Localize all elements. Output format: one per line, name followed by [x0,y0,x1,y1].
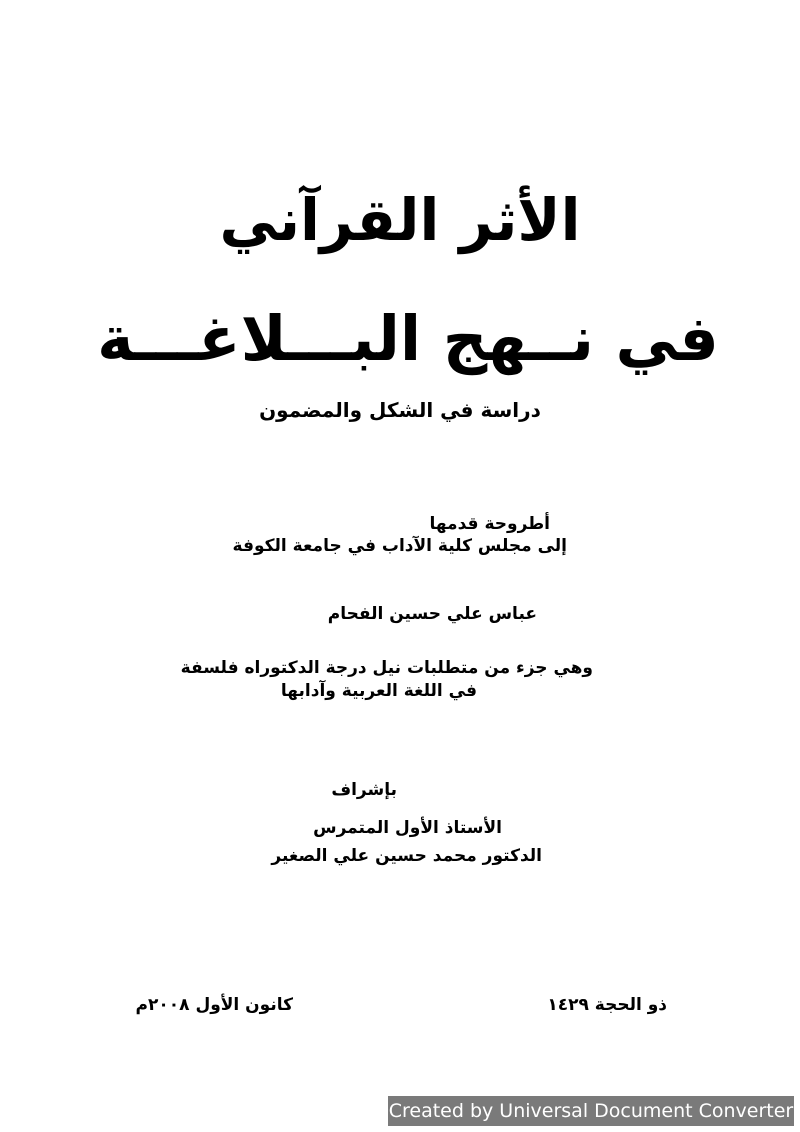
gregorian-date: كانون الأول ٢٠٠٨م [135,995,293,1015]
presentation-line-2: إلى مجلس كلية الآداب في جامعة الكوفة [232,536,567,556]
supervisor-name: الدكتور محمد حسين علي الصغير [271,846,542,866]
converter-watermark: Created by Universal Document Converter [388,1096,794,1126]
hijri-date: ذو الحجة ١٤٢٩ [547,995,667,1015]
presentation-line-1: أطروحة قدمها [429,514,550,534]
supervisor-title: الأستاذ الأول المتمرس [313,818,502,838]
subtitle: دراسة في الشكل والمضمون [259,398,541,422]
main-title-line-2: في نــهج البـــلاغـــة [97,302,719,375]
author-name: عباس علي حسين الفحام [327,604,537,624]
main-title-line-1: الأثر القرآني [219,186,581,254]
supervision-label: بإشراف [331,780,397,800]
degree-line-2: في اللغة العربية وآدابها [280,681,477,701]
degree-line-1: وهي جزء من متطلبات نيل درجة الدكتوراه فلسفة [180,658,593,678]
